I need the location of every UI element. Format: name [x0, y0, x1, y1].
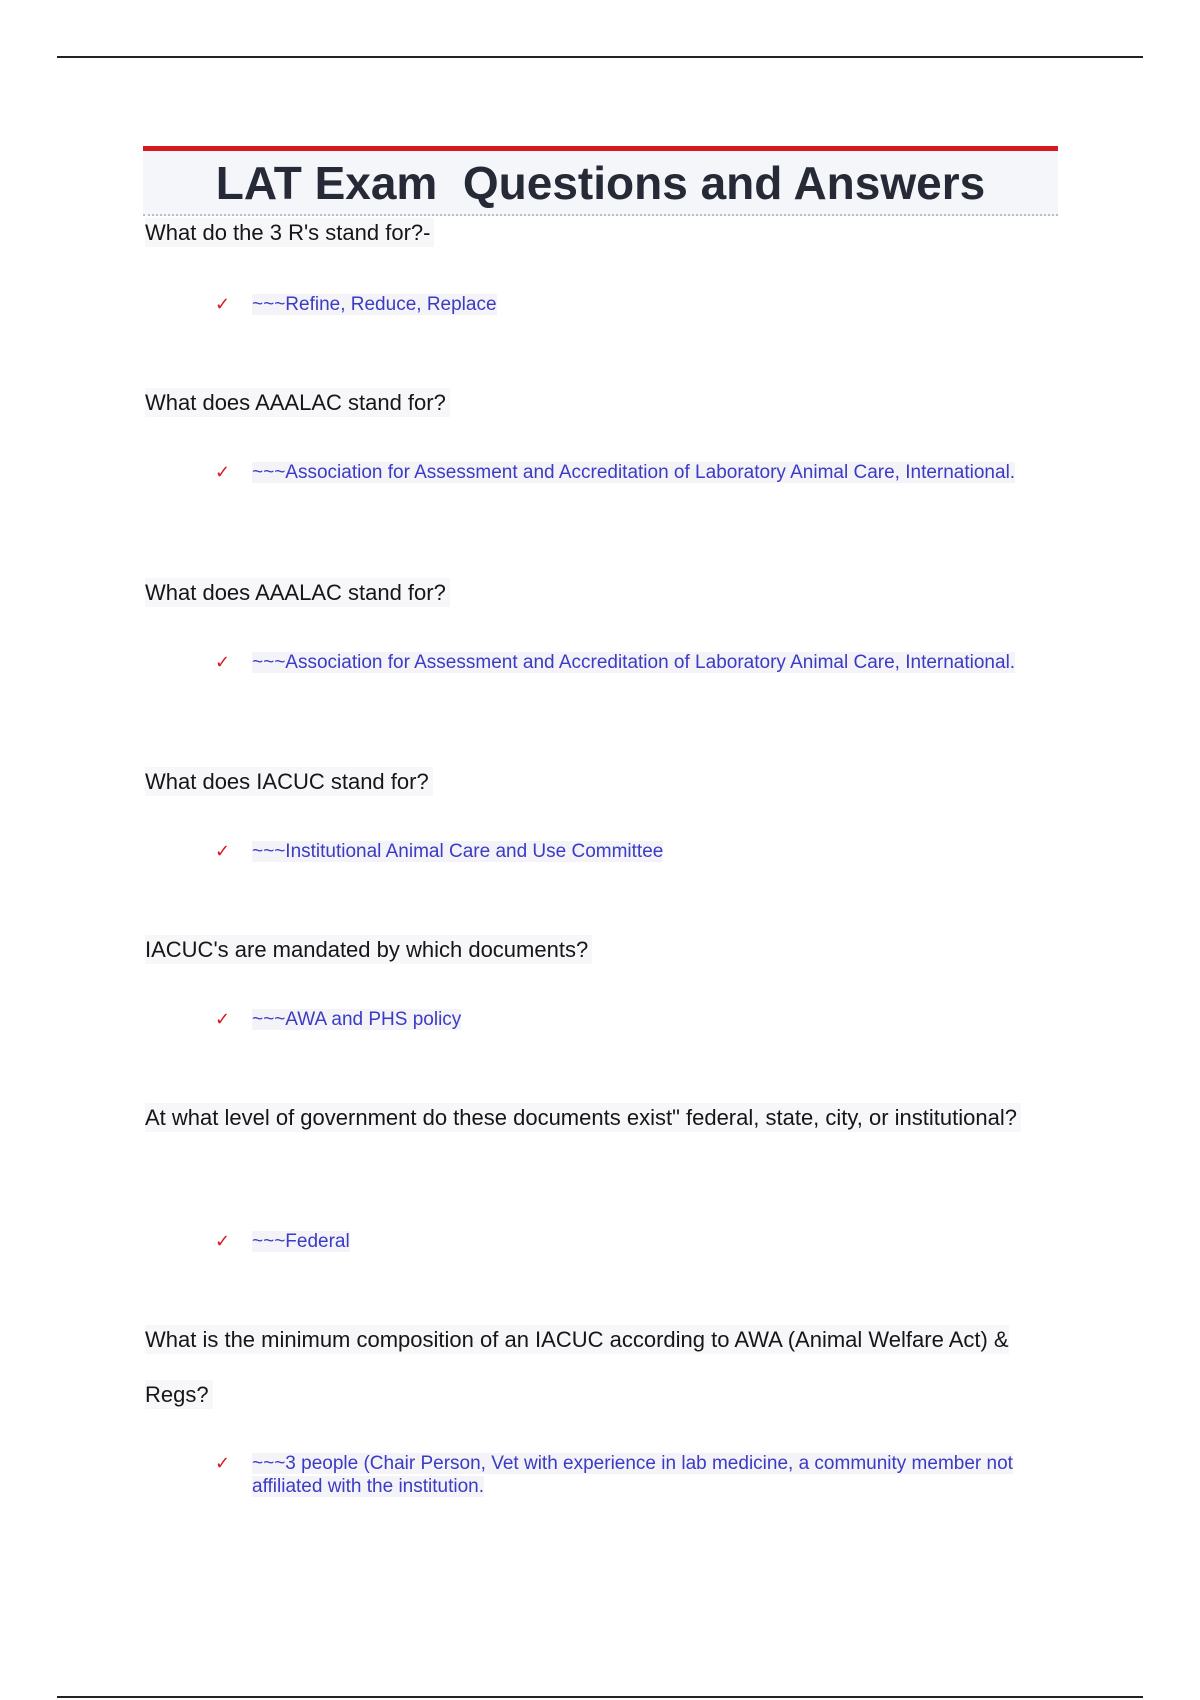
question-6	[145, 1090, 1045, 1145]
question-1	[145, 208, 1045, 258]
answer-6-text: ~~~Federal	[252, 1231, 350, 1252]
checkmark-icon: ✓	[215, 652, 231, 672]
checkmark-icon: ✓	[215, 294, 231, 314]
checkmark-icon: ✓	[215, 462, 231, 482]
checkmark-icon: ✓	[215, 1453, 231, 1473]
answer-1-text: ~~~Refine, Reduce, Replace	[252, 294, 497, 315]
checkmark-icon: ✓	[215, 1009, 231, 1029]
question-5-text: IACUC's are mandated by which documents?	[145, 935, 592, 964]
page-title: LAT Exam Questions and Answers	[215, 157, 986, 209]
question-2-text: What does AAALAC stand for?	[145, 388, 450, 417]
question-7-text: What is the minimum composition of an IACUC according to AWA (Animal Welfare Act) & Regs?	[145, 1327, 1009, 1407]
question-7	[145, 1312, 1045, 1422]
checkmark-icon: ✓	[215, 1231, 231, 1251]
question-6-text: At what level of government do these documents exist" federal, state, city, or institutional?	[145, 1103, 1021, 1132]
header-rule	[57, 56, 1143, 58]
question-5	[145, 922, 1045, 977]
answer-4-text: ~~~Institutional Animal Care and Use Committee	[252, 841, 664, 862]
question-1-text: What do the 3 R's stand for?-	[145, 218, 434, 247]
answer-5-text: ~~~AWA and PHS policy	[252, 1009, 462, 1030]
title-banner	[143, 146, 1058, 216]
footer-rule	[57, 1696, 1143, 1698]
question-2	[145, 375, 1045, 430]
checkmark-icon: ✓	[215, 841, 231, 861]
question-4	[145, 754, 1045, 809]
answer-2-text: ~~~Association for Assessment and Accreditation of Laboratory Animal Care, International.	[252, 462, 1016, 483]
question-3	[145, 565, 1045, 620]
answer-3-text: ~~~Association for Assessment and Accreditation of Laboratory Animal Care, International.	[252, 652, 1016, 673]
question-3-text: What does AAALAC stand for?	[145, 578, 450, 607]
answer-7-text: ~~~3 people (Chair Person, Vet with experience in lab medicine, a community member not affiliated with the institution.	[252, 1453, 1013, 1497]
question-4-text: What does IACUC stand for?	[145, 767, 433, 796]
